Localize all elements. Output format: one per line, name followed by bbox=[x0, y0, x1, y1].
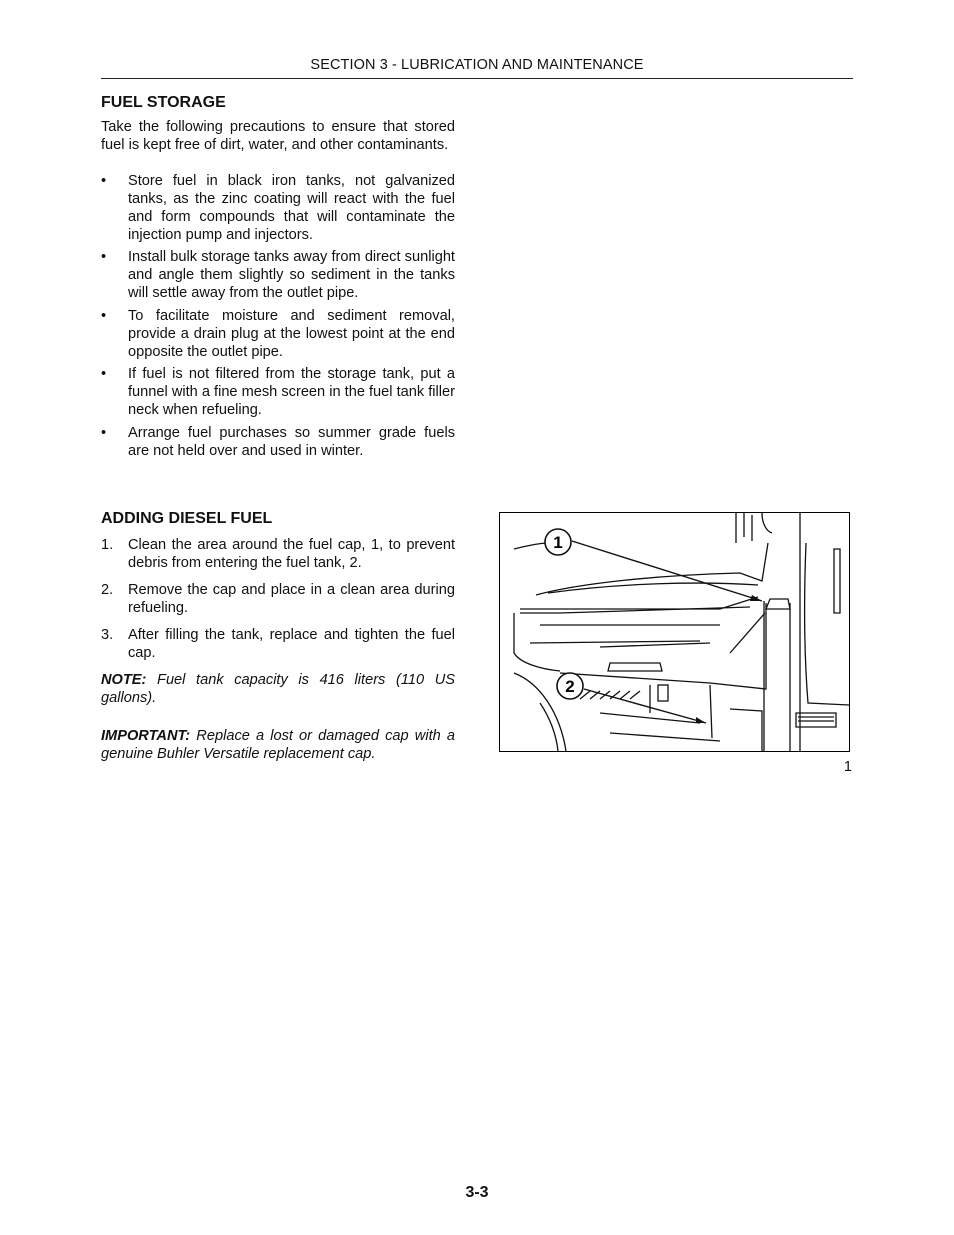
bullet-glyph: • bbox=[101, 249, 107, 265]
note-text: Fuel tank capacity is 416 liters (110 US gallons). bbox=[101, 672, 455, 706]
list-item-text: Arrange fuel purchases so summer grade fuels are not held over and used in winter. bbox=[128, 425, 455, 459]
tractor-fuel-tank-drawing bbox=[500, 513, 849, 751]
callout-2 bbox=[557, 673, 583, 699]
list-item-text: Store fuel in black iron tanks, not galvanized tanks, as the zinc coating will react with the fuel and form compounds that will contaminate the injection pump and injectors. bbox=[128, 173, 455, 243]
list-item-text: To facilitate moisture and sediment removal, provide a drain plug at the lowest point at the end opposite the outlet pipe. bbox=[128, 308, 455, 360]
step-number: 2. bbox=[101, 582, 114, 598]
important-text: Replace a lost or damaged cap with a genuine Buhler Versatile replacement cap. bbox=[101, 728, 455, 762]
bullet-glyph: • bbox=[101, 425, 107, 441]
list-item bbox=[101, 248, 455, 302]
page-number: 3-3 bbox=[465, 1184, 489, 1201]
list-item bbox=[101, 581, 455, 617]
list-item bbox=[101, 424, 455, 460]
fuel-storage-bullets bbox=[101, 172, 455, 460]
section-header: SECTION 3 - LUBRICATION AND MAINTENANCE bbox=[310, 57, 644, 73]
bullet-glyph: • bbox=[101, 173, 107, 189]
list-item-text: If fuel is not filtered from the storage tank, put a funnel with a fine mesh screen in the fuel tank filler neck when refueling. bbox=[128, 366, 455, 418]
list-item bbox=[101, 307, 455, 361]
callout-2-label: 2 bbox=[565, 677, 575, 696]
fuel-storage-heading: FUEL STORAGE bbox=[101, 94, 226, 111]
step-text: Remove the cap and place in a clean area during refueling. bbox=[128, 582, 455, 616]
bullet-glyph: • bbox=[101, 366, 107, 382]
list-item-text: Install bulk storage tanks away from direct sunlight and angle them slightly so sediment in the tanks will settle away from the outlet pipe. bbox=[128, 249, 455, 301]
list-item bbox=[101, 365, 455, 419]
figure-number: 1 bbox=[843, 759, 852, 775]
callout-1-label: 1 bbox=[553, 533, 563, 552]
note-paragraph bbox=[101, 671, 455, 707]
step-number: 3. bbox=[101, 627, 114, 643]
important-paragraph bbox=[101, 727, 455, 763]
adding-fuel-section bbox=[101, 510, 455, 763]
header-rule bbox=[101, 78, 853, 79]
bullet-glyph: • bbox=[101, 308, 107, 324]
step-text: Clean the area around the fuel cap, 1, to prevent debris from entering the fuel tank, 2. bbox=[128, 537, 455, 571]
adding-fuel-heading: ADDING DIESEL FUEL bbox=[101, 510, 273, 527]
fuel-tank-illustration bbox=[499, 512, 850, 752]
adding-fuel-steps bbox=[101, 536, 455, 662]
list-item bbox=[101, 626, 455, 662]
step-number: 1. bbox=[101, 537, 114, 553]
list-item bbox=[101, 172, 455, 244]
important-label: IMPORTANT: bbox=[101, 728, 191, 744]
fuel-storage-intro: Take the following precautions to ensure that stored fuel is kept free of dirt, water, and other contaminants. bbox=[101, 119, 455, 153]
note-label: NOTE: bbox=[101, 672, 147, 688]
callout-1 bbox=[545, 529, 571, 555]
step-text: After filling the tank, replace and tighten the fuel cap. bbox=[128, 627, 455, 661]
list-item bbox=[101, 536, 455, 572]
fuel-storage-section bbox=[101, 94, 455, 460]
